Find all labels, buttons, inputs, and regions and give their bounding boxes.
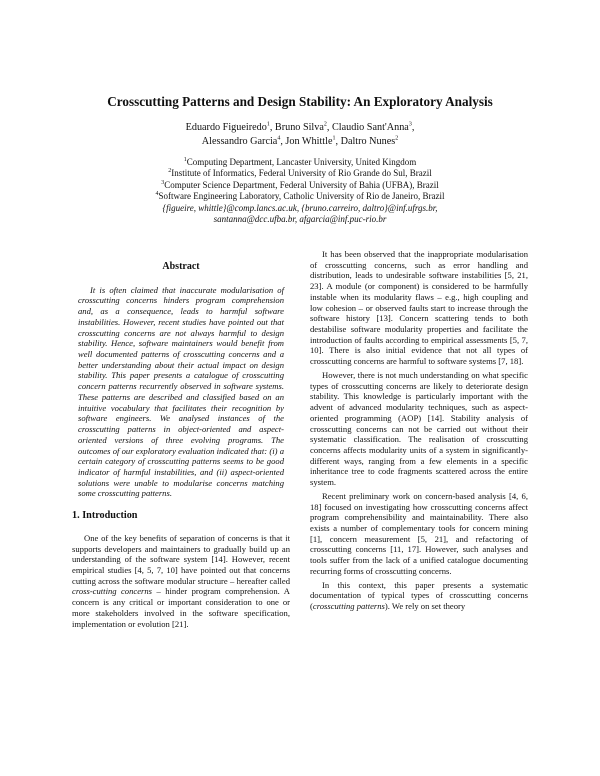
author-separator: , — [326, 122, 332, 133]
author-name: Eduardo Figueiredo — [185, 122, 267, 133]
affiliation-mark: 1 — [183, 157, 187, 163]
author-name: Daltro Nunes — [340, 136, 396, 147]
right-column — [310, 249, 528, 612]
email-line: santanna@dcc.ufba.br, afgarcia@inf.puc-rio.br — [213, 214, 387, 225]
affiliation-mark: 4 — [155, 191, 159, 198]
body-paragraph: Recent preliminary work on concern-based analysis [4, 6, 18] focused on investigating how crosscutting concerns affect program comprehensibility and maintainability. There also exists a number of complementary tools for concern mining [1], concern measurement [5, 21], and refactoring of crosscutting concerns [11, 17]. However, such analyses and tools suffer from the lack of a unified catalogue documenting recurring forms of crosscutting concerns. — [310, 490, 528, 576]
paragraph-emphasis: crosscutting patterns — [312, 601, 385, 611]
author-affiliation-mark: 3 — [408, 121, 412, 128]
affiliation — [0, 191, 600, 202]
affiliation-mark: 2 — [168, 168, 172, 175]
paragraph-text: In this context, this paper presents a systematic documentation of typical types of crosscutting concerns ( — [310, 579, 528, 611]
author-separator: , — [335, 136, 341, 147]
abstract-heading: Abstract — [162, 261, 200, 272]
body-paragraph — [310, 580, 528, 612]
author-list — [0, 121, 600, 149]
email-line: {figueire, whittle}@comp.lancs.ac.uk, {bruno.carreiro, daltro}@inf.ufrgs.br, — [162, 202, 438, 213]
author-affiliation-mark: 2 — [323, 121, 327, 128]
affiliation — [0, 180, 600, 191]
author-affiliation-mark: 1 — [266, 121, 270, 128]
body-paragraph: However, there is not much understanding on what specific types of crosscutting concerns are likely to deteriorate design stability. This knowledge is particularly important with the advent of advanced modularity techniques, such as aspect-oriented programming (AOP) [14]. Stability analysis of crosscutting concerns can not be carried out without their systematic classification. The realisation of crosscutting concerns affects modularity units of a system in significantly-different ways, ranging from a few elements in a specific inheritance tree to code fragments scattered across the entire system. — [310, 369, 528, 488]
author-name: Alessandro Garcia — [201, 136, 278, 147]
paragraph-text: One of the key benefits of separation of concerns is that it supports developers and maintainers to gradually build up an understanding of the software system [14]. However, recent empirical studies [4, 5, 7, 10] have pointed out that concerns cutting across the software modular structure – hereafter called — [72, 532, 290, 586]
affiliation-text: Institute of Informatics, Federal University of Rio Grande do Sul, Brazil — [171, 168, 432, 179]
affiliation-text: Software Engineering Laboratory, Catholic University of Rio de Janeiro, Brazil — [158, 191, 445, 202]
paragraph-text: – hinder program comprehension. A concern is any critical or important consideration to one or more stakeholders involved in the software specification, implementation or evolution [21]. — [72, 586, 290, 629]
author-affiliation-mark: 4 — [277, 135, 281, 142]
introduction-paragraph — [72, 533, 290, 629]
affiliation — [0, 157, 600, 168]
author-name: Jon Whittle — [285, 136, 333, 147]
author-name: Claudio Sant'Anna — [331, 122, 409, 133]
introduction-heading: 1. Introduction — [72, 510, 138, 522]
abstract-body — [72, 285, 290, 499]
author-separator: , — [269, 122, 275, 133]
abstract-text: It is often claimed that inaccurate modularisation of crosscutting concerns hinders program comprehension and, as a consequence, leads to harmful software instabilities. However, recent studies have pointed out that crosscutting concerns are not always harmful to design stability. Hence, software maintainers would benefit from well documented patterns of crosscutting concerns and a better understanding about their actual impact on design stability. This paper presents a catalogue of crosscutting concern patterns recurrently observed in software systems. These patterns are described and classified based on an intuitive vocabulary that facilitates their recognition by software engineers. We analysed instances of the crosscutting patterns in object-oriented and aspect-oriented versions of three evolving programs. The outcomes of our exploratory evaluation indicated that: (i) a certain category of crosscutting patterns seems to be good indicator of harmful instabilities, and (ii) aspect-oriented solutions were unable to modularise concerns matching some crosscutting patterns. — [78, 284, 284, 499]
affiliations-block — [0, 157, 600, 225]
author-line-1 — [0, 121, 600, 135]
paragraph-emphasis: cross-cutting concerns — [72, 586, 153, 597]
author-affiliation-mark: 2 — [395, 135, 399, 142]
affiliation-text: Computing Department, Lancaster University, United Kingdom — [186, 157, 417, 167]
author-line-2 — [0, 135, 600, 149]
author-affiliation-mark: 1 — [332, 135, 336, 142]
paragraph-text: ). We rely on set theory — [384, 601, 466, 611]
affiliation-text: Computer Science Department, Federal University of Bahia (UFBA), Brazil — [164, 179, 439, 190]
affiliation — [0, 168, 600, 179]
author-separator: , — [411, 122, 415, 133]
author-name: Bruno Silva — [274, 122, 324, 133]
affiliation-mark: 3 — [161, 179, 165, 186]
left-column — [72, 262, 290, 629]
body-paragraph: It has been observed that the inappropriate modularisation of crosscutting concerns, such as error handling and distribution, leads to undesirable software instabilities [5, 21, 23]. A module (or component) is considered to be harmfully instable when its modularity flaws – e.g., high coupling and low cohesion – or observed faults start to increase through the software history [13]. Concern scattering tends to both destabilise software modularity properties and facilitate the introduction of faults according to empirical assessments [5, 7, 10]. There is also initial evidence that not all types of crosscutting concerns are harmful to software systems [7, 18]. — [310, 249, 528, 367]
author-separator: , — [280, 136, 286, 147]
paper-title: Crosscutting Patterns and Design Stability: An Exploratory Analysis — [107, 94, 493, 109]
